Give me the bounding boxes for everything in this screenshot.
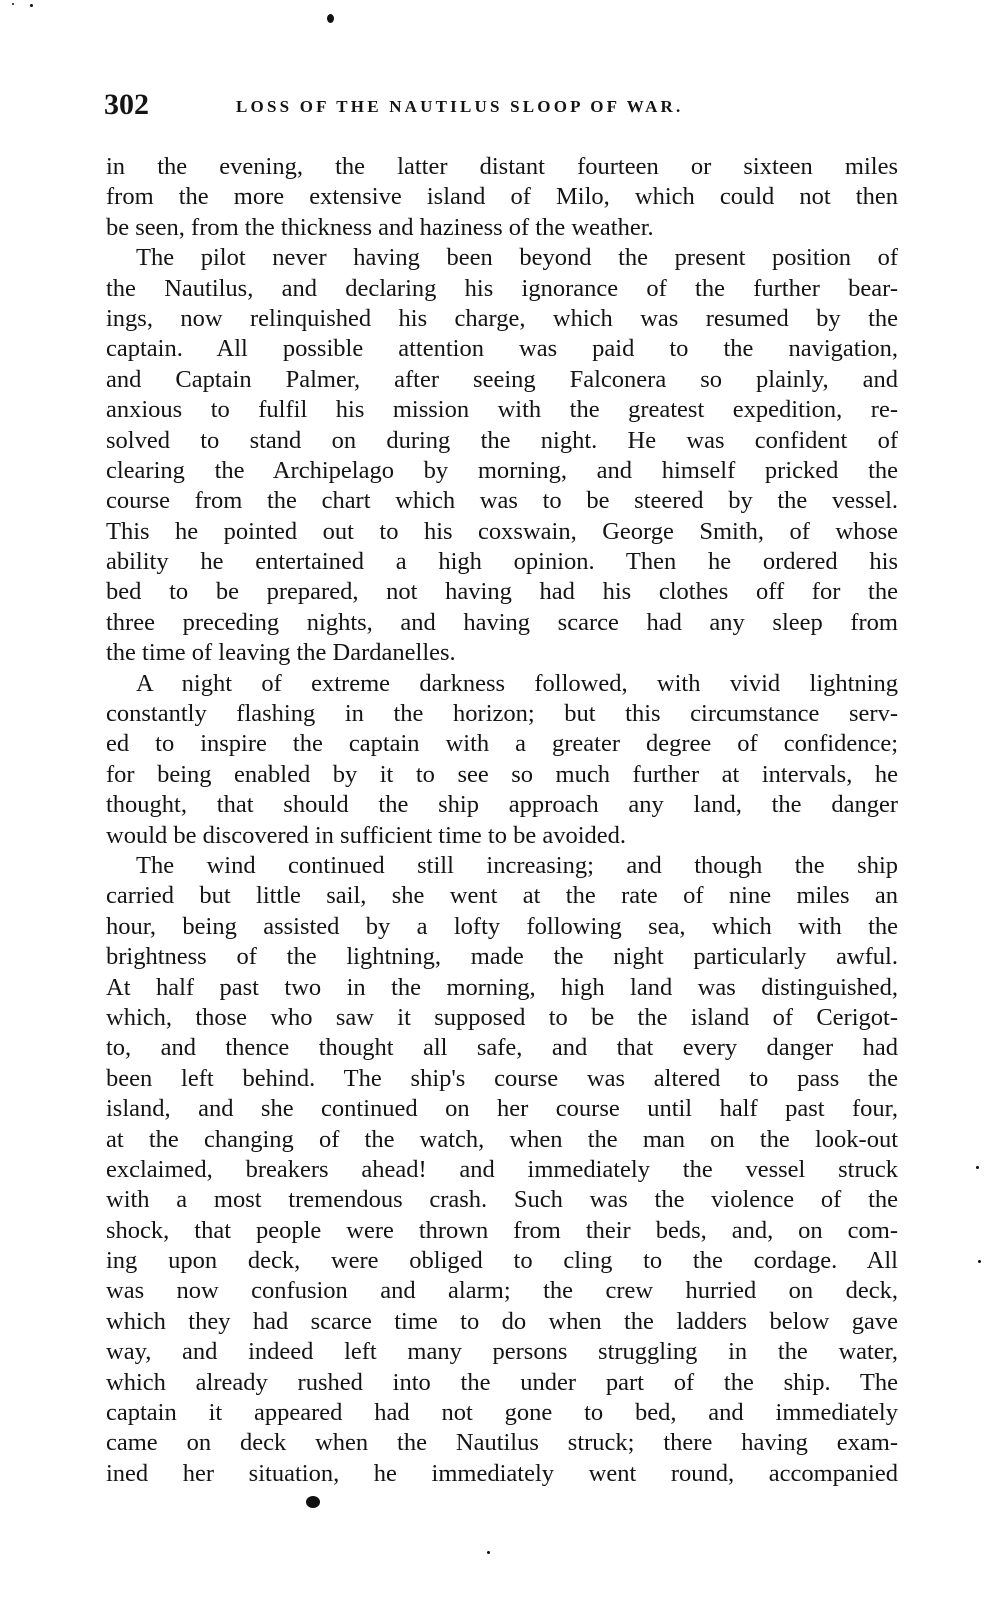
page-header [104, 88, 904, 128]
ink-speck [327, 14, 334, 23]
text-line: came on deck when the Nautilus struck; there having exam- [106, 1429, 898, 1457]
text-line: and Captain Palmer, after seeing Falconera so plainly, and [106, 365, 898, 393]
text-line: ability he entertained a high opinion. Then he ordered his [106, 548, 898, 576]
page-number: 302 [104, 88, 149, 121]
text-line: The pilot never having been beyond the present position of [136, 244, 898, 272]
text-line: captain it appeared had not gone to bed, and immediately [106, 1399, 898, 1427]
text-line: A night of extreme darkness followed, with vivid lightning [136, 669, 898, 697]
text-line: The wind continued still increasing; and though the ship [136, 851, 898, 879]
text-line: at the changing of the watch, when the man on the look-out [106, 1125, 898, 1153]
ink-speck [12, 3, 14, 5]
text-line: the Nautilus, and declaring his ignorance of the further bear- [106, 274, 898, 302]
text-line: bed to be prepared, not having had his clothes off for the [106, 578, 898, 606]
text-line: which already rushed into the under part of the ship. The [106, 1368, 898, 1396]
text-line: ings, now relinquished his charge, which was resumed by the [106, 304, 898, 332]
text-line: be seen, from the thickness and haziness of the weather. [106, 213, 654, 241]
text-line: with a most tremendous crash. Such was the violence of the [106, 1186, 898, 1214]
text-line: from the more extensive island of Milo, which could not then [106, 183, 898, 211]
text-line: hour, being assisted by a lofty following sea, which with the [106, 912, 898, 940]
running-head: LOSS OF THE NAUTILUS SLOOP OF WAR. [236, 97, 684, 116]
text-line: would be discovered in sufficient time to be avoided. [106, 821, 627, 849]
text-line: in the evening, the latter distant fourteen or sixteen miles [106, 153, 898, 180]
text-line: At half past two in the morning, high land was distinguished, [106, 973, 898, 1001]
text-line: brightness of the lightning, made the night particularly awful. [106, 943, 898, 971]
text-line: which they had scarce time to do when the ladders below gave [106, 1307, 898, 1335]
text-line: constantly flashing in the horizon; but this circumstance serv- [106, 700, 898, 728]
text-line: which, those who saw it supposed to be the island of Cerigot- [106, 1003, 898, 1031]
text-line: been left behind. The ship's course was altered to pass the [106, 1064, 898, 1092]
text-line: island, and she continued on her course until half past four, [106, 1095, 898, 1123]
text-line: anxious to fulfil his mission with the greatest expedition, re- [106, 396, 898, 424]
text-line: ing upon deck, were obliged to cling to the cordage. All [106, 1247, 898, 1275]
text-line: shock, that people were thrown from their beds, and, on com- [106, 1216, 898, 1244]
text-line: for being enabled by it to see so much further at intervals, he [106, 760, 898, 788]
text-line: solved to stand on during the night. He was confident of [106, 426, 898, 454]
ink-speck [487, 1551, 490, 1554]
text-line: to, and thence thought all safe, and that every danger had [106, 1034, 898, 1062]
ink-speck [976, 1166, 979, 1169]
body-text [106, 152, 898, 1489]
text-line: was now confusion and alarm; the crew hurried on deck, [106, 1277, 898, 1305]
text-line: ed to inspire the captain with a greater degree of confidence; [106, 730, 898, 758]
text-line: way, and indeed left many persons struggling in the water, [106, 1338, 898, 1366]
text-line: ined her situation, he immediately went round, accompanied [106, 1459, 898, 1487]
text-line: exclaimed, breakers ahead! and immediately the vessel struck [106, 1155, 898, 1183]
ink-speck [30, 4, 33, 7]
text-line: the time of leaving the Dardanelles. [106, 639, 456, 667]
ink-speck [306, 1496, 320, 1508]
ink-speck [978, 1260, 981, 1263]
text-line: carried but little sail, she went at the rate of nine miles an [106, 882, 898, 910]
text-line: three preceding nights, and having scarce had any sleep from [106, 608, 898, 636]
text-line: captain. All possible attention was paid to the navigation, [106, 335, 898, 363]
text-line: clearing the Archipelago by morning, and himself pricked the [106, 456, 898, 484]
text-line: course from the chart which was to be steered by the vessel. [106, 487, 898, 515]
text-line: This he pointed out to his coxswain, George Smith, of whose [106, 517, 898, 545]
text-line: thought, that should the ship approach any land, the danger [106, 791, 898, 819]
